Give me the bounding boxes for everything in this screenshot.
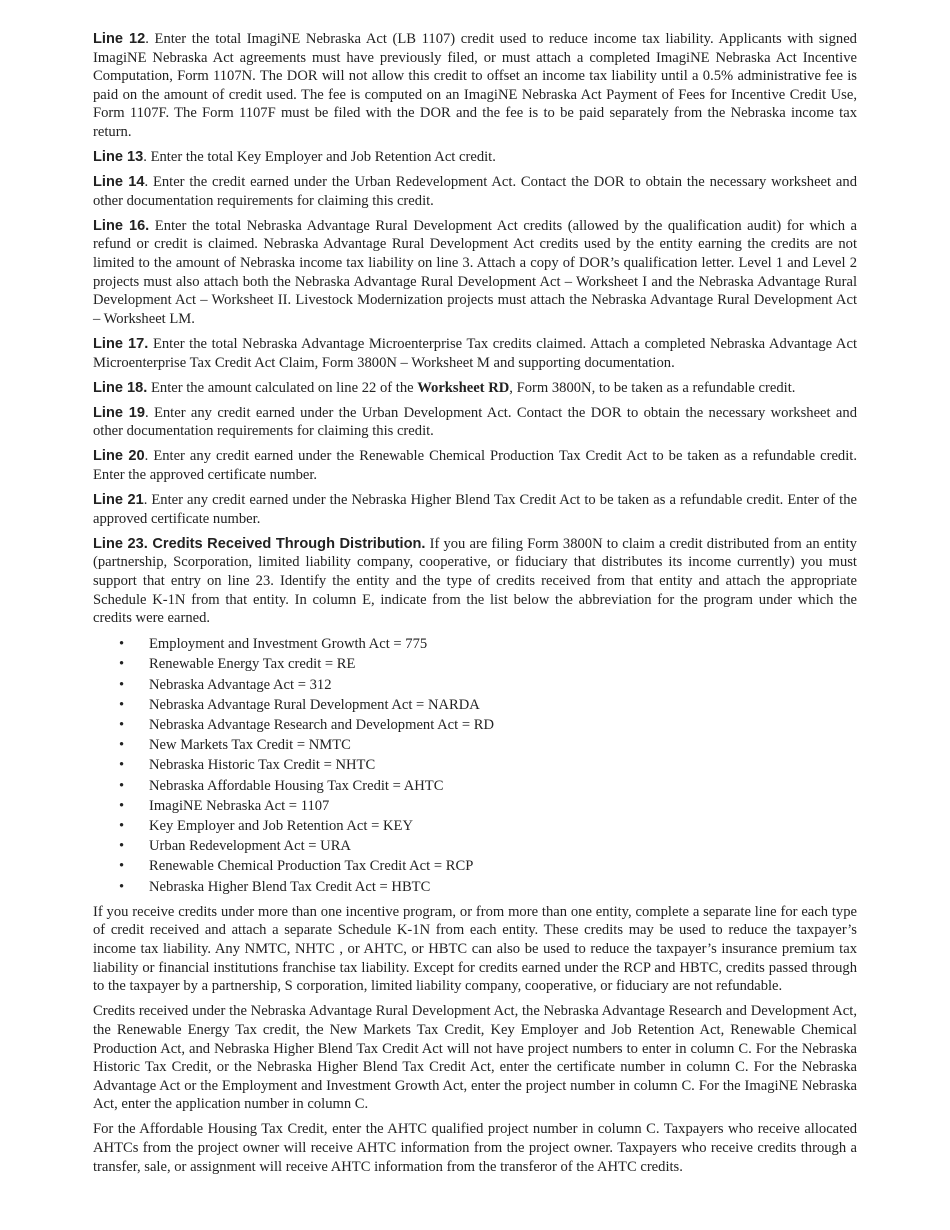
list-item: • Nebraska Advantage Act = 312: [93, 675, 857, 695]
line-17-label: Line 17.: [93, 335, 149, 352]
line-18-text-before: Enter the amount calculated on line 22 of the: [147, 379, 418, 396]
line-19-text: . Enter any credit earned under the Urban Development Act. Contact the DOR to obtain the necessary worksheet and other documentation requirements for claiming this credit.: [93, 404, 857, 440]
line-20-label: Line 20: [93, 448, 145, 465]
program-code-list: [93, 634, 857, 897]
line-14-text: . Enter the credit earned under the Urban Redevelopment Act. Contact the DOR to obtain the necessary worksheet and other documentation requirements for claiming this credit.: [93, 174, 857, 209]
line-21-text: . Enter any credit earned under the Nebraska Higher Blend Tax Credit Act to be taken as a refundable credit. Enter of the approved certificate number.: [93, 492, 857, 527]
list-item: • Renewable Energy Tax credit = RE: [93, 654, 857, 674]
line-13-instruction: [93, 148, 857, 167]
list-item: • Urban Redevelopment Act = URA: [93, 836, 857, 856]
multiple-programs-paragraph: If you receive credits under more than one incentive program, or from more than one entity, complete a separate line for each type of credit received and attach a separate Schedule K-1N from each entity. These credits may be used to reduce the taxpayer’s income tax liability. Any NMTC, NHTC , or AHTC, or HBTC can also be used to reduce the taxpayer’s insurance premium tax liability or financial institutions franchise tax liability. Except for credits earned under the RCP and HBTC, credits passed through to the taxpayer by a partnership, S corporation, limited liability company, cooperative, or fiduciary are not refundable.: [93, 903, 857, 995]
line-17-instruction: [93, 335, 857, 372]
list-item: • Nebraska Advantage Research and Development Act = RD: [93, 715, 857, 735]
list-item: • ImagiNE Nebraska Act = 1107: [93, 796, 857, 816]
line-16-text: Enter the total Nebraska Advantage Rural Development Act credits (allowed by the qualification audit) for which a refund or credit is claimed. Nebraska Advantage Rural Development Act credits used by the entity earning the credits are not limited to the amount of Nebraska income tax liability on line 3. Attach a copy of DOR’s qualification letter. Level 1 and Level 2 projects must also attach both the Nebraska Advantage Rural Development Act – Worksheet I and the Nebraska Advantage Rural Development Act – Worksheet II. Livestock Modernization projects must attach the Nebraska Advantage Rural Development Act – Worksheet LM.: [93, 217, 858, 327]
list-item: • Renewable Chemical Production Tax Credit Act = RCP: [93, 856, 857, 876]
line-12-text: . Enter the total ImagiNE Nebraska Act (LB 1107) credit used to reduce income tax liability. Applicants with signed ImagiNE Nebraska Act agreements must have previously filed, or must attach a completed ImagiNE Nebraska Act Incentive Computation, Form 1107N. The DOR will not allow this credit to offset an income tax liability until a 0.5% administrative fee is paid on the amount of credit used. The fee is computed on an ImagiNE Nebraska Act Payment of Fees for Incentive Credit Use, Form 1107F. The Form 1107F must be filed with the DOR and the fee is to be paid separately from the Nebraska income tax return.: [93, 31, 857, 140]
line-18-instruction: [93, 379, 857, 398]
list-item: • Nebraska Affordable Housing Tax Credit = AHTC: [93, 776, 857, 796]
column-c-paragraph: Credits received under the Nebraska Advantage Rural Development Act, the Nebraska Advantage Research and Development Act, the Renewable Energy Tax credit, the New Markets Tax Credit, Key Employer and Job Retention Act, Renewable Chemical Production Act, and Nebraska Higher Blend Tax Credit Act will not have project numbers to enter in column C. For the Nebraska Historic Tax Credit, or the Nebraska Higher Blend Tax Credit Act, enter the certificate number in column C. For the Nebraska Advantage Act or the Employment and Investment Growth Act, enter the project number in column C. For the ImagiNE Nebraska Act, enter the application number in column C.: [93, 1003, 857, 1113]
line-18-label: Line 18.: [93, 379, 148, 396]
line-12-instruction: [93, 30, 857, 142]
line-20-text: . Enter any credit earned under the Renewable Chemical Production Tax Credit Act to be taken as a refundable credit. Enter the approved certificate number.: [93, 448, 857, 483]
worksheet-rd-reference: Worksheet RD: [417, 379, 510, 396]
line-13-label: Line 13: [93, 149, 144, 166]
line-21-label: Line 21: [93, 492, 144, 509]
line-23-label: Line 23. Credits Received Through Distribution.: [93, 535, 426, 552]
line-23-text: If you are filing Form 3800N to claim a credit distributed from an entity (partnership, Scorporation, limited liability company, cooperative, or fiduciary that distributes its income currently) you must support that entry on line 23. Identify the entity and the type of credits received from that entity and attach the appropriate Schedule K-1N from that entity. In column E, indicate from the list below the abbreviation for the program under which the credits were earned.: [93, 535, 857, 627]
list-item: • New Markets Tax Credit = NMTC: [93, 735, 857, 755]
ahtc-paragraph: For the Affordable Housing Tax Credit, enter the AHTC qualified project number in column C. Taxpayers who receive allocated AHTCs from the project owner will receive AHTC information from the project owner. Taxpayers who receive credits through a transfer, sale, or assignment will receive AHTC information from the transferor of the AHTC credits.: [93, 1121, 857, 1175]
list-item: • Key Employer and Job Retention Act = KEY: [93, 816, 857, 836]
line-17-text: Enter the total Nebraska Advantage Microenterprise Tax credits claimed. Attach a completed Nebraska Advantage Act Microenterprise Tax Credit Act Claim, Form 3800N – Worksheet M and supporting documentation.: [93, 335, 858, 371]
line-13-text: . Enter the total Key Employer and Job Retention Act credit.: [143, 149, 496, 166]
line-18-text-after: , Form 3800N, to be taken as a refundable credit.: [509, 379, 796, 396]
list-item: • Employment and Investment Growth Act = 775: [93, 634, 857, 654]
line-14-label: Line 14: [93, 174, 145, 191]
line-12-label: Line 12: [93, 31, 146, 47]
line-19-instruction: [93, 404, 857, 441]
line-19-label: Line 19: [93, 404, 145, 421]
line-21-instruction: [93, 491, 857, 528]
list-item: • Nebraska Advantage Rural Development Act = NARDA: [93, 695, 857, 715]
line-23-instruction: [93, 535, 857, 628]
list-item: • Nebraska Historic Tax Credit = NHTC: [93, 755, 857, 775]
line-16-instruction: [93, 217, 857, 329]
line-14-instruction: [93, 173, 857, 210]
line-16-label: Line 16.: [93, 217, 150, 234]
list-item: • Nebraska Higher Blend Tax Credit Act = HBTC: [93, 877, 857, 897]
instructions-page: [93, 30, 857, 1183]
line-20-instruction: [93, 447, 857, 484]
